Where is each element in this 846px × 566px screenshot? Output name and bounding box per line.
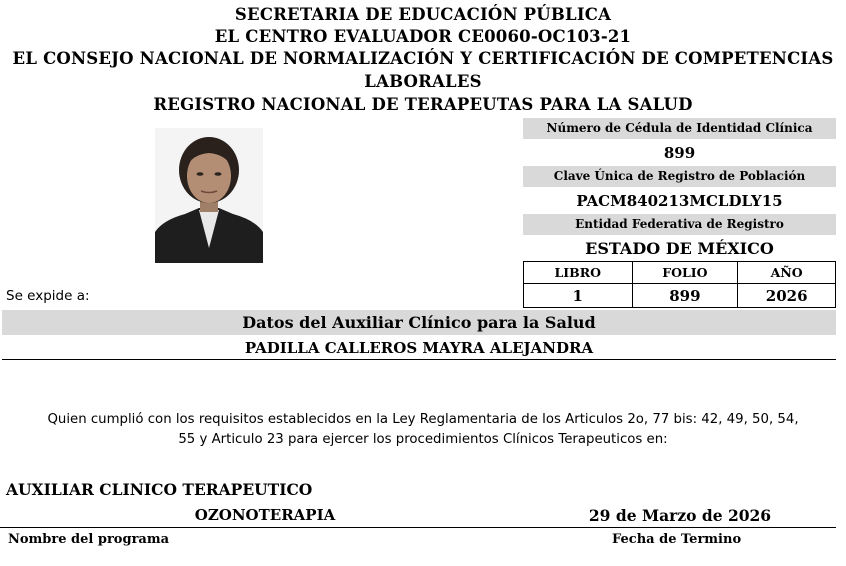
photo-graphic xyxy=(155,128,263,263)
curp-value: PACM840213MCLDLY15 xyxy=(576,192,783,210)
libro-value: 1 xyxy=(524,284,633,308)
datos-title: Datos del Auxiliar Clínico para la Salud xyxy=(2,310,836,335)
se-expide-label: Se expide a: xyxy=(6,288,90,304)
header-line-1: SECRETARIA DE EDUCACIÓN PÚBLICA xyxy=(234,5,612,24)
requirements-line-2: 55 y Articulo 23 para ejercer los procedimientos Clínicos Terapeuticos en: xyxy=(178,432,668,447)
header-line-4: LABORALES xyxy=(364,72,482,91)
divider xyxy=(0,527,836,528)
registro-table xyxy=(523,261,836,308)
entidad-label: Entidad Federativa de Registro xyxy=(523,214,836,235)
cedula-value: 899 xyxy=(663,144,696,162)
requirements-line-1: Quien cumplió con los requisitos establecidos en la Ley Reglamentaria de los Articulos 2o, 77 bis: 42, 49, 50, 54, xyxy=(47,412,799,427)
requirements-text xyxy=(0,410,846,450)
program-name: OZONOTERAPIA xyxy=(194,506,336,524)
anio-value: 2026 xyxy=(738,284,836,308)
program-area: AUXILIAR CLINICO TERAPEUTICO xyxy=(6,480,313,499)
end-date: 29 de Marzo de 2026 xyxy=(588,506,772,525)
header-line-2: EL CENTRO EVALUADOR CE0060-OC103-21 xyxy=(214,27,632,46)
folio-header: FOLIO xyxy=(632,262,738,284)
program-name-label: Nombre del programa xyxy=(8,532,170,547)
libro-header: LIBRO xyxy=(524,262,633,284)
header-line-5: REGISTRO NACIONAL DE TERAPEUTAS PARA LA SALUD xyxy=(153,95,693,114)
end-date-label: Fecha de Termino xyxy=(612,532,742,547)
cedula-label: Número de Cédula de Identidad Clínica xyxy=(523,118,836,139)
entidad-value: ESTADO DE MÉXICO xyxy=(585,239,774,258)
header-line-3: EL CONSEJO NACIONAL DE NORMALIZACIÓN Y CERTIFICACIÓN DE COMPETENCIAS xyxy=(12,49,834,68)
holder-name: PADILLA CALLEROS MAYRA ALEJANDRA xyxy=(2,337,836,360)
folio-value: 899 xyxy=(632,284,738,308)
person-photo-icon xyxy=(155,128,263,263)
anio-header: AÑO xyxy=(738,262,836,284)
curp-label: Clave Única de Registro de Población xyxy=(523,166,836,187)
